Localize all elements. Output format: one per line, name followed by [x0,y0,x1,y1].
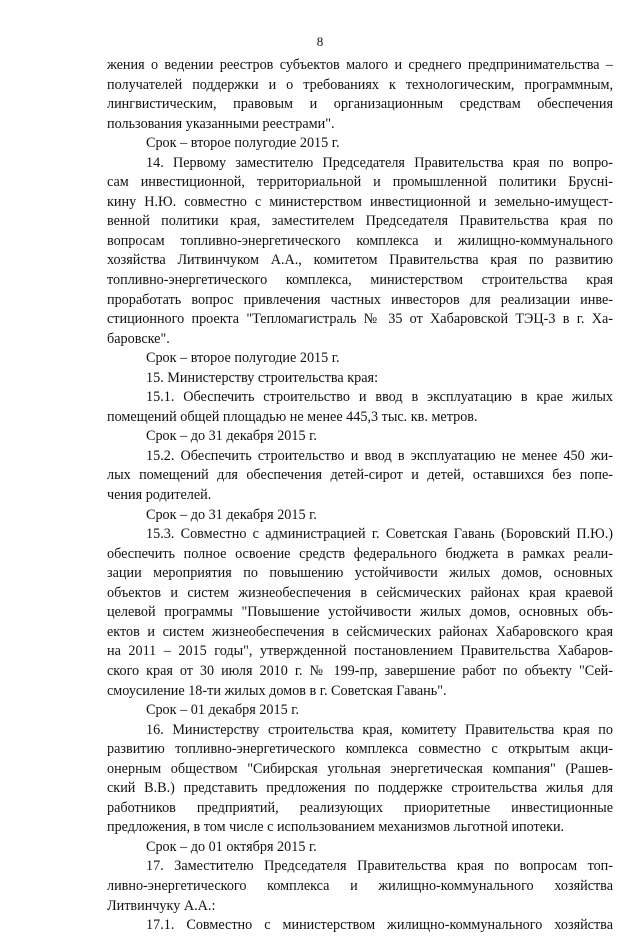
text-line: топливно-энергетического комплекса, министерством строительства края [107,272,613,289]
text-line: 17. Заместителю Председателя Правительства края по вопросам топ- [146,858,613,875]
text-line: Срок – второе полугодие 2015 г. [146,135,340,152]
text-line: кину Н.Ю. совместно с министерством инвестиционной и земельно-имущест- [107,193,613,210]
text-line: ского края от 30 июля 2010 г. № 199-пр, завершение работ по объекту "Сей- [107,662,613,679]
text-line: чения родителей. [107,487,212,504]
text-line: целевой программы "Повышение устойчивости жилых домов, основных объ- [107,604,613,621]
text-line: ектов и систем жизнеобеспечения в сейсмических районах Хабаровского края [107,623,613,640]
text-line: вопросам топливно-энергетического комплекса и жилищно-коммунального [107,232,613,249]
text-line: 15.3. Совместно с администрацией г. Советская Гавань (Боровский П.Ю.) [146,526,613,543]
text-line: стиционного проекта "Тепломагистраль № 35 от Хабаровской ТЭЦ-3 в г. Ха- [107,311,613,328]
text-line: развитию топливно-энергетического комплекса совместно с открытым акци- [107,741,613,758]
text-line: зации мероприятия по повышению устойчивости жилых домов, основных [107,565,613,582]
text-line: 15.1. Обеспечить строительство и ввод в эксплуатацию в крае жилых [146,389,613,406]
text-line: смоусиление 18-ти жилых домов в г. Советская Гавань". [107,682,447,699]
text-line: 16. Министерству строительства края, комитету Правительства края по [146,721,613,738]
text-line: пользования указанными реестрами". [107,115,335,132]
text-line: Срок – второе полугодие 2015 г. [146,350,340,367]
text-line: объектов и систем жизнеобеспечения в сейсмических районах края краевой [107,584,613,601]
text-line: проработать вопрос привлечения частных инвесторов для реализации инве- [107,291,613,308]
text-line: Срок – до 31 декабря 2015 г. [146,428,317,445]
text-line: хозяйства Литвинчуком А.А., комитетом Правительства края по развитию [107,252,613,269]
text-line: предложения, в том числе с использованием механизмов льготной ипотеки. [107,819,565,836]
text-line: 15. Министерству строительства края: [146,369,379,386]
text-line: на 2011 – 2015 годы", утвержденной постановлением Правительства Хабаров- [107,643,613,660]
text-line: баровске". [107,330,170,347]
text-line: Литвинчуку А.А.: [107,897,216,914]
text-line: работников предприятий, реализующих приоритетные инвестиционные [107,799,613,816]
text-line: 17.1. Совместно с министерством жилищно-коммунального хозяйства [146,917,613,934]
text-line: сам инвестиционной, территориальной и промышленной политики Бруснi- [107,174,613,191]
text-line: Срок – до 31 декабря 2015 г. [146,506,317,523]
text-line: лых помещений для обеспечения детей-сирот и детей, оставшихся без попе- [107,467,613,484]
text-line: жения о ведении реестров субъектов малого и среднего предпринимательства – [107,57,613,73]
text-line: ливно-энергетического комплекса и жилищно-коммунального хозяйства [107,877,613,894]
text-line: помещений общей площадью не менее 445,3 тыс. кв. метров. [107,408,478,425]
text-line: лингвистическим, правовым и организационным средствам обеспечения [107,96,613,113]
text-line: 15.2. Обеспечить строительство и ввод в эксплуатацию не менее 450 жи- [146,447,613,464]
text-line: венной политики края, заместителем Председателя Правительства края по [107,213,613,230]
text-line: обеспечить полное освоение средств федерального бюджета в рамках реали- [107,545,613,562]
text-line: 14. Первому заместителю Председателя Правительства края по вопро- [146,154,613,171]
text-line: Срок – до 01 октября 2015 г. [146,838,317,855]
text-line: онерным обществом "Сибирская угольная энергетическая компания" (Рашев- [107,760,613,777]
text-line: Срок – 01 декабря 2015 г. [146,702,300,719]
text-line: получателей поддержки и о требованиях к технологическим, программным, [107,76,613,93]
text-line: ский В.В.) представить предложения по поддержке строительства жилья для [107,780,613,797]
page-number: 8 [316,34,324,49]
document-body [107,56,613,936]
